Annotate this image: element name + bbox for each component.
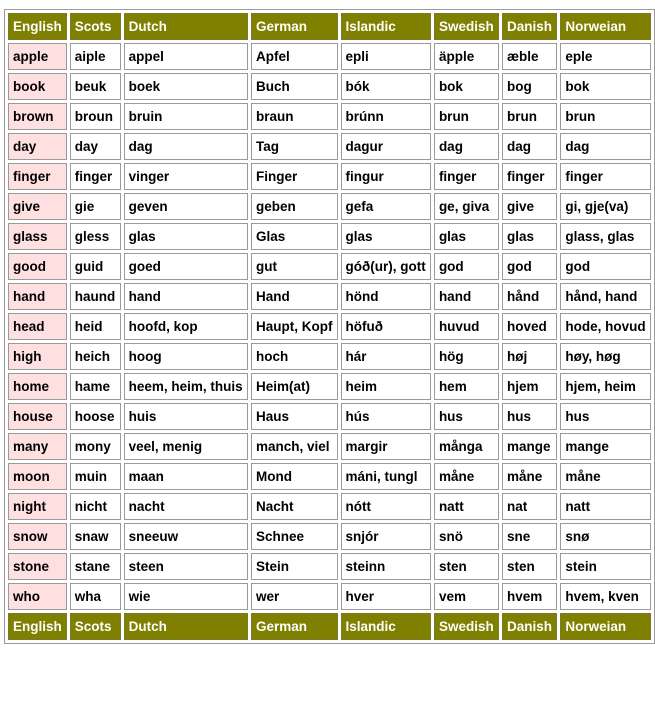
- cell-islandic: máni, tungl: [341, 463, 431, 490]
- cell-norweian: hånd, hand: [560, 283, 651, 310]
- cell-swedish: snö: [434, 523, 499, 550]
- cell-scots: day: [70, 133, 121, 160]
- word-comparison-table: [4, 9, 655, 644]
- table-row: [8, 373, 651, 400]
- cell-english: high: [8, 343, 67, 370]
- cell-scots: snaw: [70, 523, 121, 550]
- cell-danish: sten: [502, 553, 557, 580]
- cell-danish: måne: [502, 463, 557, 490]
- cell-dutch: steen: [124, 553, 248, 580]
- cell-scots: heid: [70, 313, 121, 340]
- cell-norweian: glass, glas: [560, 223, 651, 250]
- cell-swedish: måne: [434, 463, 499, 490]
- cell-danish: finger: [502, 163, 557, 190]
- cell-danish: æble: [502, 43, 557, 70]
- cell-danish: hjem: [502, 373, 557, 400]
- table-row: [8, 463, 651, 490]
- cell-dutch: dag: [124, 133, 248, 160]
- cell-danish: sne: [502, 523, 557, 550]
- cell-german: Tag: [251, 133, 338, 160]
- table-row: [8, 133, 651, 160]
- column-header-islandic: Islandic: [341, 13, 431, 40]
- cell-english: head: [8, 313, 67, 340]
- cell-english: brown: [8, 103, 67, 130]
- column-header-scots: Scots: [70, 613, 121, 640]
- cell-islandic: hver: [341, 583, 431, 610]
- table-row: [8, 193, 651, 220]
- cell-english: many: [8, 433, 67, 460]
- cell-english: stone: [8, 553, 67, 580]
- cell-dutch: hoog: [124, 343, 248, 370]
- cell-islandic: glas: [341, 223, 431, 250]
- cell-norweian: natt: [560, 493, 651, 520]
- cell-english: finger: [8, 163, 67, 190]
- cell-scots: stane: [70, 553, 121, 580]
- cell-english: apple: [8, 43, 67, 70]
- cell-danish: brun: [502, 103, 557, 130]
- cell-islandic: epli: [341, 43, 431, 70]
- cell-scots: guid: [70, 253, 121, 280]
- cell-danish: bog: [502, 73, 557, 100]
- cell-danish: mange: [502, 433, 557, 460]
- cell-scots: wha: [70, 583, 121, 610]
- cell-scots: gie: [70, 193, 121, 220]
- table-row: [8, 223, 651, 250]
- table-row: [8, 73, 651, 100]
- cell-norweian: mange: [560, 433, 651, 460]
- cell-norweian: snø: [560, 523, 651, 550]
- cell-dutch: hand: [124, 283, 248, 310]
- cell-swedish: dag: [434, 133, 499, 160]
- cell-swedish: ge, giva: [434, 193, 499, 220]
- cell-danish: god: [502, 253, 557, 280]
- cell-islandic: bók: [341, 73, 431, 100]
- cell-norweian: gi, gje(va): [560, 193, 651, 220]
- table-row: [8, 343, 651, 370]
- column-header-english: English: [8, 13, 67, 40]
- cell-islandic: hönd: [341, 283, 431, 310]
- cell-scots: haund: [70, 283, 121, 310]
- cell-danish: hus: [502, 403, 557, 430]
- table-row: [8, 553, 651, 580]
- cell-danish: give: [502, 193, 557, 220]
- cell-scots: nicht: [70, 493, 121, 520]
- cell-dutch: hoofd, kop: [124, 313, 248, 340]
- cell-scots: beuk: [70, 73, 121, 100]
- cell-english: who: [8, 583, 67, 610]
- cell-norweian: dag: [560, 133, 651, 160]
- cell-english: moon: [8, 463, 67, 490]
- cell-norweian: finger: [560, 163, 651, 190]
- cell-islandic: brúnn: [341, 103, 431, 130]
- cell-islandic: höfuð: [341, 313, 431, 340]
- cell-danish: hvem: [502, 583, 557, 610]
- cell-islandic: fingur: [341, 163, 431, 190]
- table-row: [8, 43, 651, 70]
- cell-norweian: god: [560, 253, 651, 280]
- cell-german: hoch: [251, 343, 338, 370]
- cell-swedish: äpple: [434, 43, 499, 70]
- cell-english: good: [8, 253, 67, 280]
- cell-scots: aiple: [70, 43, 121, 70]
- cell-swedish: brun: [434, 103, 499, 130]
- cell-islandic: nótt: [341, 493, 431, 520]
- cell-english: home: [8, 373, 67, 400]
- table-row: [8, 493, 651, 520]
- cell-islandic: góð(ur), gott: [341, 253, 431, 280]
- cell-swedish: hög: [434, 343, 499, 370]
- cell-dutch: glas: [124, 223, 248, 250]
- column-header-scots: Scots: [70, 13, 121, 40]
- cell-english: night: [8, 493, 67, 520]
- table-row: [8, 313, 651, 340]
- cell-german: wer: [251, 583, 338, 610]
- cell-german: Nacht: [251, 493, 338, 520]
- cell-dutch: veel, menig: [124, 433, 248, 460]
- cell-german: Glas: [251, 223, 338, 250]
- cell-danish: glas: [502, 223, 557, 250]
- cell-scots: gless: [70, 223, 121, 250]
- column-header-swedish: Swedish: [434, 13, 499, 40]
- cell-english: glass: [8, 223, 67, 250]
- cell-swedish: sten: [434, 553, 499, 580]
- cell-dutch: goed: [124, 253, 248, 280]
- cell-english: hand: [8, 283, 67, 310]
- cell-norweian: stein: [560, 553, 651, 580]
- cell-norweian: brun: [560, 103, 651, 130]
- column-header-swedish: Swedish: [434, 613, 499, 640]
- cell-german: Schnee: [251, 523, 338, 550]
- cell-scots: finger: [70, 163, 121, 190]
- cell-german: Hand: [251, 283, 338, 310]
- column-header-danish: Danish: [502, 613, 557, 640]
- cell-dutch: geven: [124, 193, 248, 220]
- cell-islandic: steinn: [341, 553, 431, 580]
- cell-swedish: natt: [434, 493, 499, 520]
- table-row: [8, 283, 651, 310]
- column-header-dutch: Dutch: [124, 613, 248, 640]
- cell-dutch: nacht: [124, 493, 248, 520]
- cell-norweian: hus: [560, 403, 651, 430]
- table-header: [8, 13, 651, 40]
- cell-swedish: hand: [434, 283, 499, 310]
- cell-norweian: bok: [560, 73, 651, 100]
- cell-german: Finger: [251, 163, 338, 190]
- cell-danish: høj: [502, 343, 557, 370]
- cell-german: Heim(at): [251, 373, 338, 400]
- cell-norweian: høy, høg: [560, 343, 651, 370]
- table-row: [8, 523, 651, 550]
- cell-islandic: snjór: [341, 523, 431, 550]
- cell-islandic: hús: [341, 403, 431, 430]
- cell-norweian: hvem, kven: [560, 583, 651, 610]
- column-header-german: German: [251, 13, 338, 40]
- header-row: [8, 13, 651, 40]
- table-row: [8, 403, 651, 430]
- cell-islandic: hár: [341, 343, 431, 370]
- cell-scots: mony: [70, 433, 121, 460]
- table-row: [8, 433, 651, 460]
- cell-german: Stein: [251, 553, 338, 580]
- cell-dutch: bruin: [124, 103, 248, 130]
- cell-dutch: wie: [124, 583, 248, 610]
- cell-norweian: hjem, heim: [560, 373, 651, 400]
- cell-scots: hoose: [70, 403, 121, 430]
- cell-german: braun: [251, 103, 338, 130]
- cell-german: geben: [251, 193, 338, 220]
- cell-scots: broun: [70, 103, 121, 130]
- cell-danish: hoved: [502, 313, 557, 340]
- cell-german: Apfel: [251, 43, 338, 70]
- table-row: [8, 583, 651, 610]
- cell-swedish: hus: [434, 403, 499, 430]
- footer-row: [8, 613, 651, 640]
- cell-german: Mond: [251, 463, 338, 490]
- cell-swedish: bok: [434, 73, 499, 100]
- cell-norweian: hode, hovud: [560, 313, 651, 340]
- column-header-english: English: [8, 613, 67, 640]
- cell-norweian: eple: [560, 43, 651, 70]
- cell-german: Haupt, Kopf: [251, 313, 338, 340]
- cell-scots: hame: [70, 373, 121, 400]
- cell-swedish: vem: [434, 583, 499, 610]
- column-header-danish: Danish: [502, 13, 557, 40]
- cell-swedish: god: [434, 253, 499, 280]
- column-header-norweian: Norweian: [560, 613, 651, 640]
- cell-dutch: heem, heim, thuis: [124, 373, 248, 400]
- cell-swedish: huvud: [434, 313, 499, 340]
- cell-dutch: vinger: [124, 163, 248, 190]
- table-row: [8, 253, 651, 280]
- cell-islandic: margir: [341, 433, 431, 460]
- column-header-norweian: Norweian: [560, 13, 651, 40]
- cell-norweian: måne: [560, 463, 651, 490]
- table-footer: [8, 613, 651, 640]
- cell-swedish: glas: [434, 223, 499, 250]
- cell-dutch: huis: [124, 403, 248, 430]
- cell-scots: heich: [70, 343, 121, 370]
- column-header-islandic: Islandic: [341, 613, 431, 640]
- cell-danish: nat: [502, 493, 557, 520]
- cell-swedish: finger: [434, 163, 499, 190]
- cell-islandic: gefa: [341, 193, 431, 220]
- cell-english: snow: [8, 523, 67, 550]
- table-body: [8, 43, 651, 610]
- cell-english: day: [8, 133, 67, 160]
- cell-english: book: [8, 73, 67, 100]
- column-header-dutch: Dutch: [124, 13, 248, 40]
- cell-danish: hånd: [502, 283, 557, 310]
- cell-dutch: appel: [124, 43, 248, 70]
- cell-german: gut: [251, 253, 338, 280]
- cell-danish: dag: [502, 133, 557, 160]
- cell-german: manch, viel: [251, 433, 338, 460]
- table-row: [8, 163, 651, 190]
- cell-swedish: många: [434, 433, 499, 460]
- cell-swedish: hem: [434, 373, 499, 400]
- cell-english: give: [8, 193, 67, 220]
- cell-islandic: dagur: [341, 133, 431, 160]
- table-row: [8, 103, 651, 130]
- cell-dutch: boek: [124, 73, 248, 100]
- cell-english: house: [8, 403, 67, 430]
- cell-dutch: maan: [124, 463, 248, 490]
- cell-dutch: sneeuw: [124, 523, 248, 550]
- cell-scots: muin: [70, 463, 121, 490]
- column-header-german: German: [251, 613, 338, 640]
- cell-german: Haus: [251, 403, 338, 430]
- cell-german: Buch: [251, 73, 338, 100]
- cell-islandic: heim: [341, 373, 431, 400]
